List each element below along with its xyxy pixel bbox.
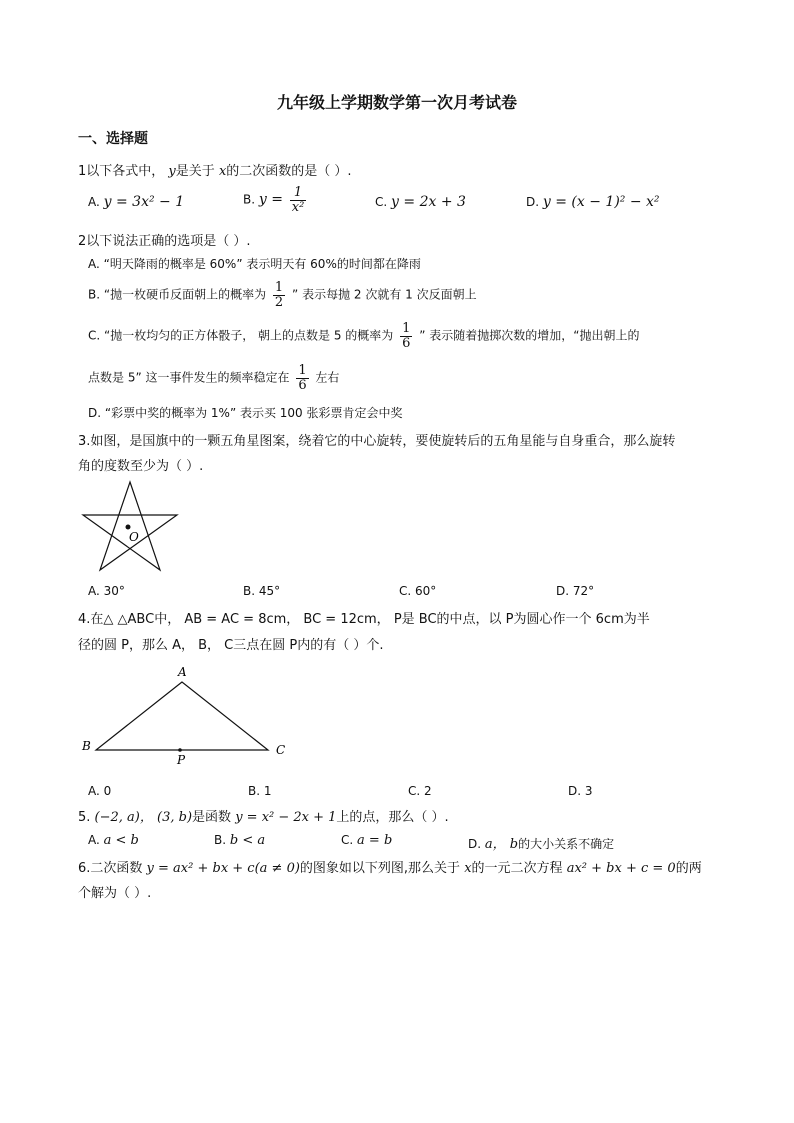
q4-option-b[interactable]: B. 1 xyxy=(248,784,272,798)
stem-text: 的二次函数的是（ ）. xyxy=(226,164,352,179)
stem-text: 是关于 xyxy=(175,164,215,179)
q5-option-b[interactable] xyxy=(214,833,265,848)
q3-option-b[interactable]: B. 45° xyxy=(243,584,281,598)
fraction xyxy=(273,281,285,309)
option-expr: a， b xyxy=(484,837,519,852)
option-text: 的大小关系不确定 xyxy=(518,837,615,851)
numerator: 1 xyxy=(298,363,307,378)
q2-option-c[interactable] xyxy=(88,322,640,350)
stem-text: 的图象如以下列图,那么关于 xyxy=(299,861,461,876)
question-2-stem: 2以下说法正确的选项是（ ）. xyxy=(78,234,251,249)
question-4-stem-line2: 径的圆 P，那么 A， B， C三点在圆 P内的有（ ）个. xyxy=(78,638,384,653)
q2-option-c-cont xyxy=(88,364,339,392)
page-title: 九年级上学期数学第一次月考试卷 xyxy=(276,93,517,112)
option-label: D. xyxy=(526,195,540,209)
q2-option-a[interactable]: A. “明天降雨的概率是 60%” 表示明天有 60%的时间都在降雨 xyxy=(88,257,421,271)
question-5-stem xyxy=(78,806,449,825)
star-figure xyxy=(78,478,182,574)
fraction xyxy=(400,322,412,350)
stem-text: 是函数 xyxy=(192,810,232,825)
question-3-stem-line1: 3.如图，是国旗中的一颗五角星图案，绕着它的中心旋转，要使旋转后的五角星能与自身重合，那么旋转 xyxy=(78,434,676,449)
option-label: D. xyxy=(468,837,482,851)
q4-option-c[interactable]: C. 2 xyxy=(408,784,432,798)
q1-option-b[interactable] xyxy=(243,186,309,214)
option-label: B. xyxy=(243,192,256,207)
vertex-label-a: A xyxy=(178,665,187,679)
question-6-stem-line1 xyxy=(78,857,702,876)
math-var: y xyxy=(168,164,176,179)
option-label: A. xyxy=(88,195,100,209)
math-var: x xyxy=(464,861,472,876)
q4-option-a[interactable]: A. 0 xyxy=(88,784,112,798)
option-text: ” 表示随着抛掷次数的增加，“抛出朝上的 xyxy=(419,328,640,343)
triangle-abc xyxy=(96,682,268,750)
option-label: C. xyxy=(375,195,388,209)
option-expr: y = 3x² − 1 xyxy=(103,194,185,210)
q2-option-b[interactable] xyxy=(88,281,477,309)
fraction xyxy=(290,186,307,214)
option-text: ” 表示每抛 2 次就有 1 次反面朝上 xyxy=(292,287,477,302)
point-label-p: P xyxy=(177,753,186,767)
q3-option-a[interactable]: A. 30° xyxy=(88,584,125,598)
q5-option-a[interactable] xyxy=(88,833,139,848)
option-expr: a = b xyxy=(357,833,393,848)
option-label: C. xyxy=(341,833,354,847)
center-point xyxy=(126,525,131,530)
option-expr: y = (x − 1)² − x² xyxy=(542,194,660,210)
option-label: A. xyxy=(88,833,100,847)
stem-text: 6.二次函数 xyxy=(78,861,143,876)
math-expr: y = x² − 2x + 1 xyxy=(235,810,337,825)
denominator: 2 xyxy=(274,294,284,310)
math-expr: (3, b) xyxy=(157,810,193,825)
q1-option-d[interactable] xyxy=(526,194,660,210)
option-text: C. “抛一枚均匀的正方体骰子， 朝上的点数是 5 的概率为 xyxy=(88,328,394,343)
q1-option-a[interactable] xyxy=(88,194,184,210)
q5-option-c[interactable] xyxy=(341,833,392,848)
q3-option-c[interactable]: C. 60° xyxy=(399,584,437,598)
vertex-label-c: C xyxy=(276,743,286,757)
question-6-stem-line2: 个解为（ ）. xyxy=(78,886,152,901)
q2-option-d[interactable]: D. “彩票中奖的概率为 1%” 表示买 100 张彩票肯定会中奖 xyxy=(88,406,403,420)
triangle-figure xyxy=(78,662,293,770)
q4-option-d[interactable]: D. 3 xyxy=(568,784,593,798)
numerator: 1 xyxy=(274,280,284,295)
question-4-stem-line1: 4.在△ △ABC中， AB = AC = 8cm， BC = 12cm， P是 BC的中点，以 P为圆心作一个 6cm为半 xyxy=(78,612,650,627)
math-expr: (−2, a)， xyxy=(94,810,153,825)
option-expr: b < a xyxy=(229,833,266,848)
fraction xyxy=(296,364,308,392)
stem-text: 上的点，那么（ ）. xyxy=(336,810,449,825)
section-heading: 一、选择题 xyxy=(78,131,148,147)
q3-option-d[interactable]: D. 72° xyxy=(556,584,595,598)
midpoint-p xyxy=(178,748,182,752)
option-expr: y = xyxy=(258,191,283,208)
stem-text: 1以下各式中， xyxy=(78,164,165,179)
denominator: x² xyxy=(291,199,305,215)
option-text: 点数是 5” 这一事件发生的频率稳定在 xyxy=(88,370,290,385)
option-label: B. xyxy=(214,833,227,847)
option-text: B. “抛一枚硬币反面朝上的概率为 xyxy=(88,287,267,302)
stem-text: 5. xyxy=(78,810,91,825)
numerator: 1 xyxy=(290,186,307,201)
denominator: 6 xyxy=(402,335,411,351)
q5-option-d[interactable] xyxy=(468,833,614,852)
center-label: O xyxy=(129,530,139,544)
q1-option-c[interactable] xyxy=(375,194,466,210)
denominator: 6 xyxy=(298,377,307,393)
question-3-stem-line2: 角的度数至少为（ ）. xyxy=(78,459,204,474)
question-1-stem xyxy=(78,160,352,179)
option-text: 左右 xyxy=(315,370,340,385)
numerator: 1 xyxy=(402,321,411,336)
math-expr: ax² + bx + c = 0 xyxy=(566,861,676,876)
stem-text: 的两 xyxy=(675,861,702,876)
stem-text: 的一元二次方程 xyxy=(471,861,563,876)
option-expr: y = 2x + 3 xyxy=(391,194,466,210)
math-var: x xyxy=(218,164,227,179)
vertex-label-b: B xyxy=(82,739,91,753)
math-expr: y = ax² + bx + c(a ≠ 0) xyxy=(146,861,300,876)
option-expr: a < b xyxy=(103,833,139,848)
